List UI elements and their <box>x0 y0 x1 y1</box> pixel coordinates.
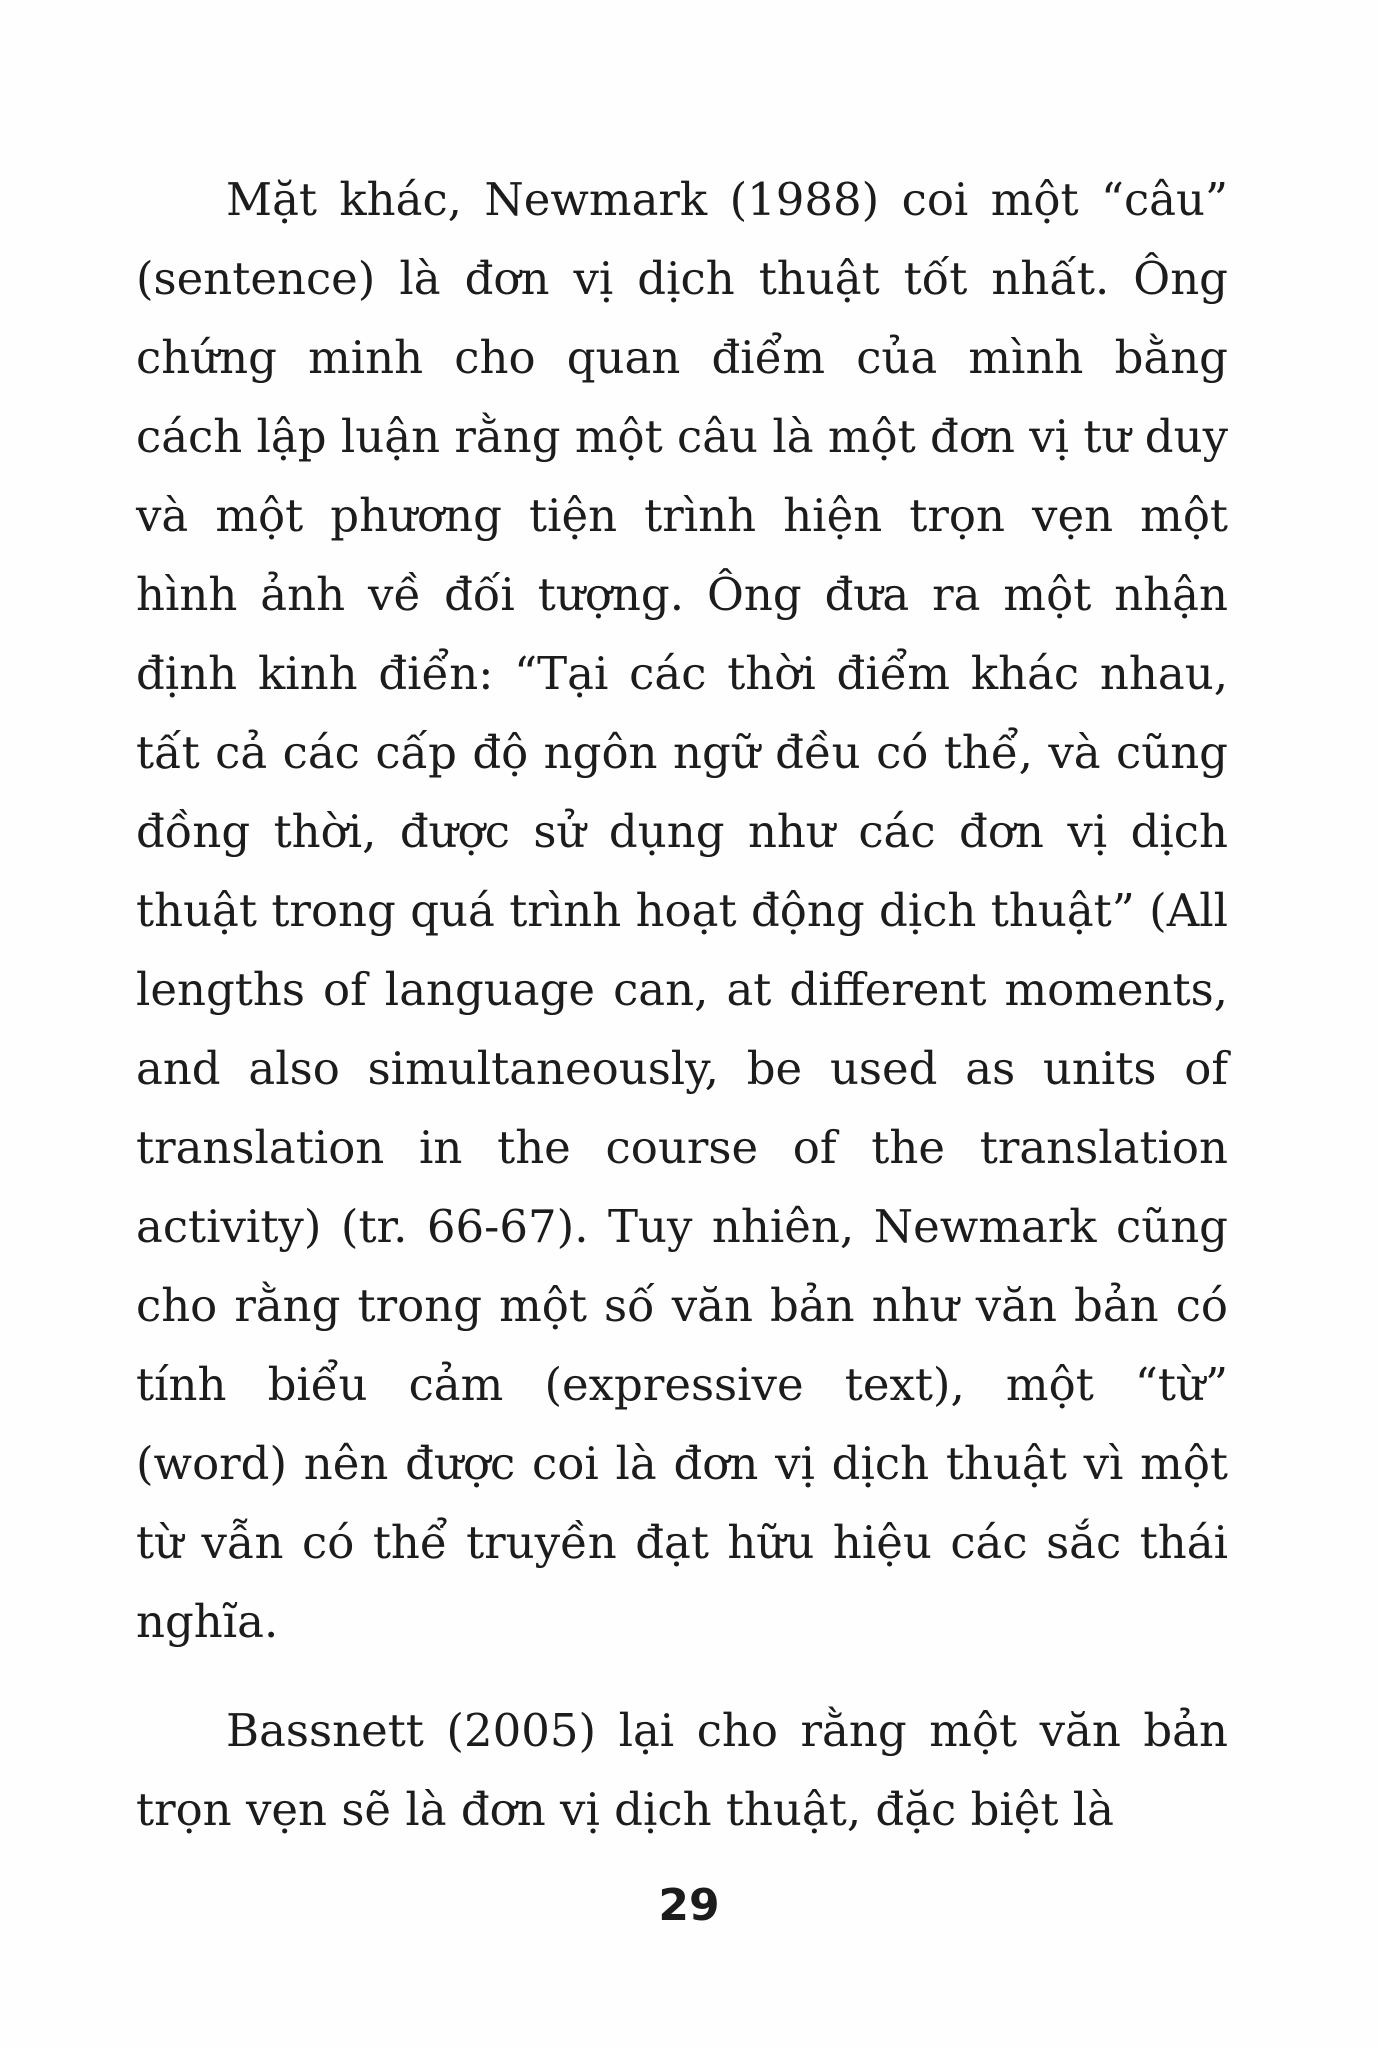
body-text <box>136 160 1228 1849</box>
paragraph-bassnett: Bassnett (2005) lại cho rằng một văn bản trọn vẹn sẽ là đơn vị dịch thuật, đặc biệt là <box>136 1704 1228 1836</box>
paragraph-newmark: Mặt khác, Newmark (1988) coi một “câu” (sentence) là đơn vị dịch thuật tốt nhất. Ông chứng minh cho quan điểm của mình bằng cách lập luận rằng một câu là một đơn vị tư duy và một phương tiện trình hiện trọn vẹn một hình ảnh về đối tượng. Ông đưa ra một nhận định kinh điển: “Tại các thời điểm khác nhau, tất cả các cấp độ ngôn ngữ đều có thể, và cũng đồng thời, được sử dụng như các đơn vị dịch thuật trong quá trình hoạt động dịch thuật” (All lengths of language can, at different moments, and also simultaneously, be used as units of translation in the course of the translation activity) (tr. 66-67). Tuy nhiên, Newmark cũng cho rằng trong một số văn bản như văn bản có tính biểu cảm (expressive text), một “từ” (word) nên được coi là đơn vị dịch thuật vì một từ vẫn có thể truyền đạt hữu hiệu các sắc thái nghĩa. <box>136 173 1228 1648</box>
page-number: 29 <box>658 1880 720 1931</box>
